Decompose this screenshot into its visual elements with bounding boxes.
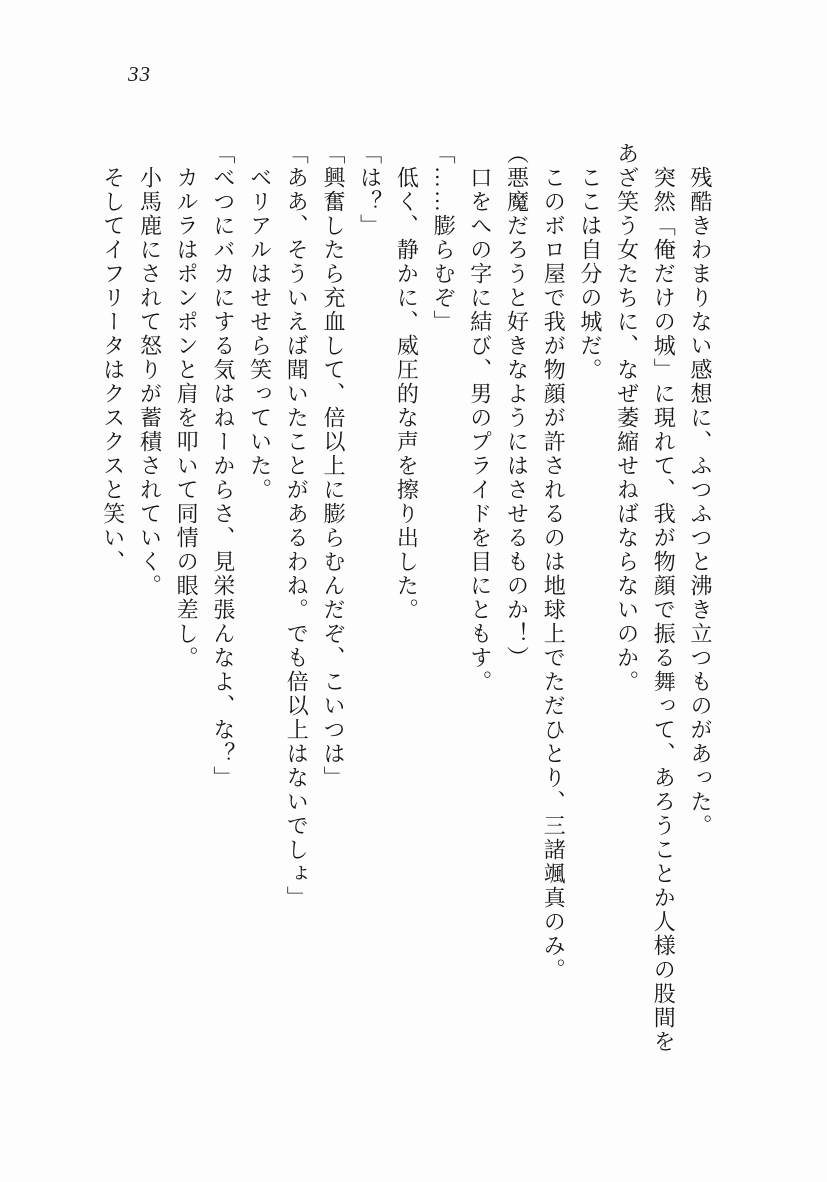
paragraph: ここは自分の城だ。: [577, 166, 603, 382]
paragraph: （悪魔だろうと好きなようにはさせるものか！）: [504, 142, 530, 670]
paragraph: 口をへの字に結び、男のプライドを目にともす。: [467, 166, 493, 694]
paragraph: そしてイフリータはクスクスと笑い、: [100, 166, 126, 574]
body-text: [94, 142, 718, 1058]
paragraph: カルラはポンポンと肩を叩いて同情の眼差し。: [174, 166, 200, 670]
page-number: 33: [128, 62, 151, 86]
paragraph: このボロ屋で我が物顔が許されるのは地球上でただひとり、三諸颯真のみ。: [541, 166, 567, 982]
paragraph: 「……膨らむぞ」: [431, 142, 457, 334]
paragraph: 低く、静かに、威圧的な声を擦り出した。: [394, 166, 420, 622]
paragraph: 突然「俺だけの城」に現れて、我が物顔で振る舞って、あろうことか人様の股間をあざ笑う女たちに、なぜ萎縮せねばならないのか。: [614, 142, 677, 1054]
paragraph: 小馬鹿にされて怒りが蓄積されていく。: [137, 166, 163, 598]
paragraph: 「ああ、そういえば聞いたことがあるわね。でも倍以上はないでしょ」: [284, 142, 310, 910]
paragraph: 「べつにバカにする気はねーからさ、見栄張んなよ、な？」: [210, 142, 236, 790]
paragraph: ベリアルはせせら笑っていた。: [247, 166, 273, 502]
paragraph: 「は？」: [357, 142, 383, 238]
paragraph: 残酷きわまりない感想に、ふつふつと沸き立つものがあった。: [688, 166, 713, 838]
paragraph: 「興奮したら充血して、倍以上に膨らむんだぞ、こいつは」: [320, 142, 346, 790]
